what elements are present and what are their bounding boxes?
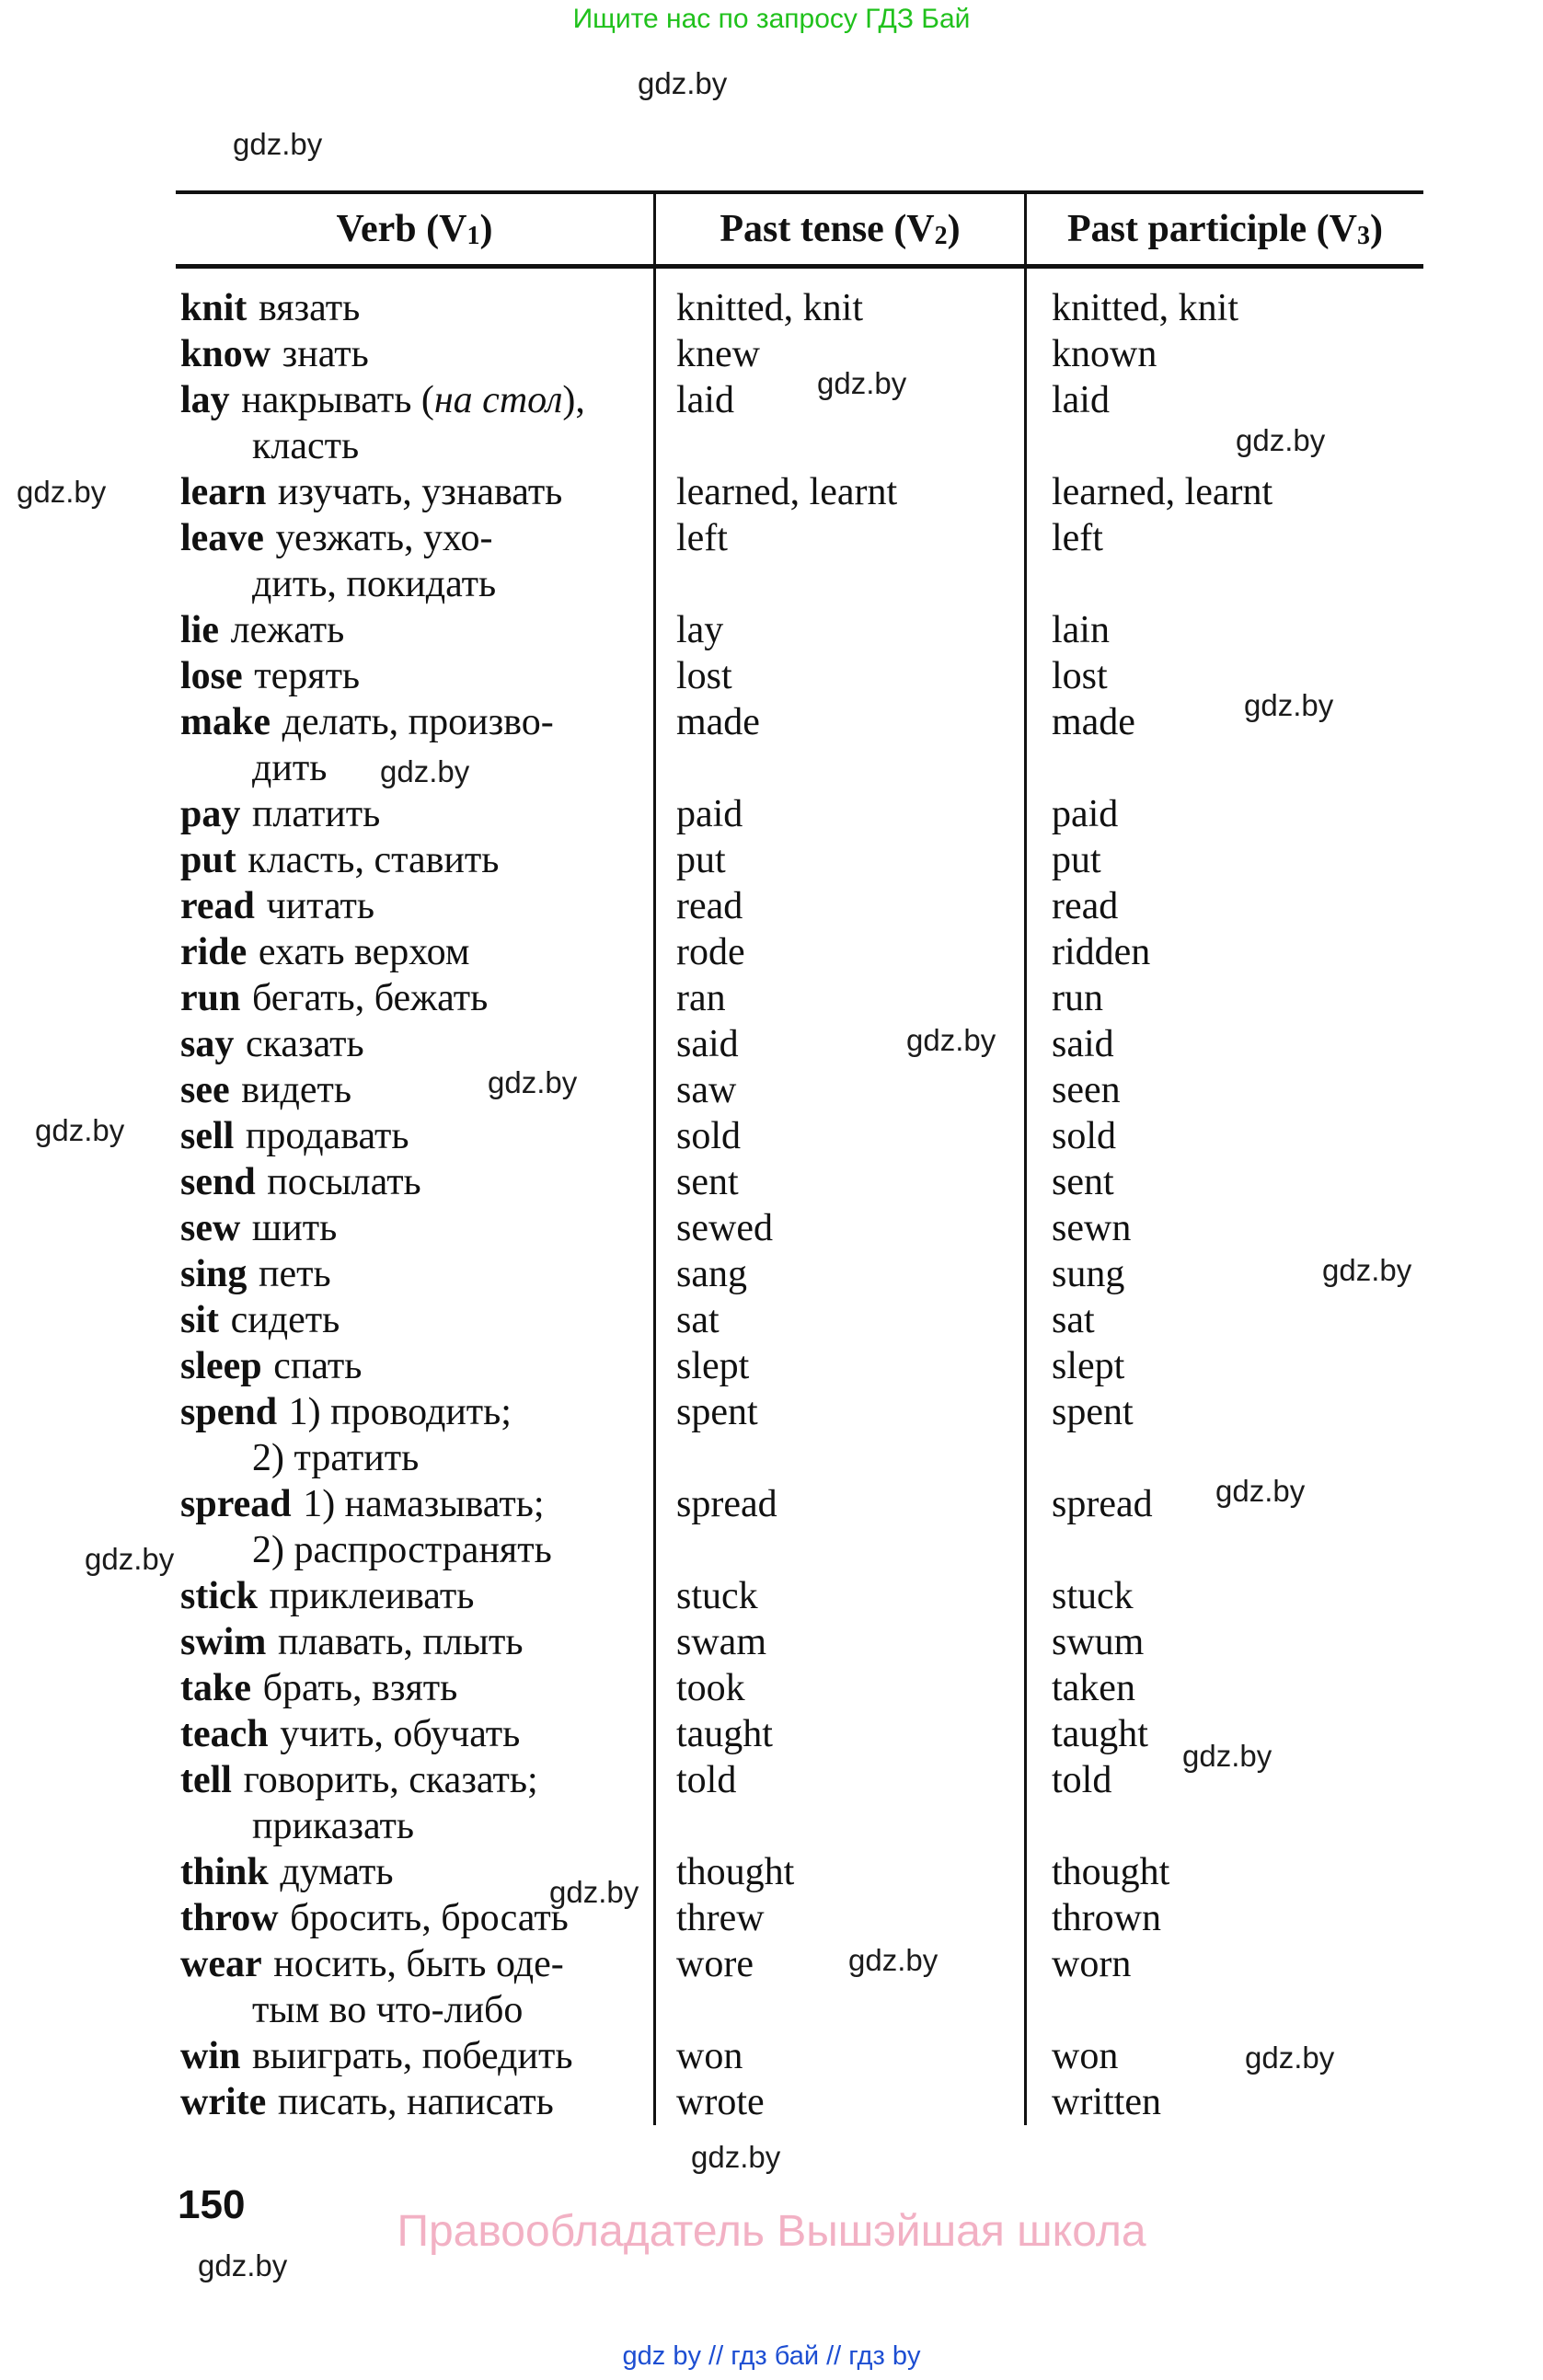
- past-participle-cell: sewn: [1052, 1207, 1132, 1249]
- past-tense-cell: ran: [676, 977, 726, 1019]
- verb-cell: 2) тратить: [252, 1437, 420, 1479]
- verb-cell: put класть, ставить: [180, 839, 500, 881]
- gdz-watermark: gdz.by: [380, 754, 470, 788]
- verb-cell: lie лежать: [180, 609, 345, 651]
- past-tense-cell: knew: [676, 333, 760, 375]
- verb-cell: leave уезжать, ухо-: [180, 517, 493, 559]
- verb-cell: дить: [252, 747, 328, 789]
- past-tense-cell: sewed: [676, 1207, 773, 1249]
- column-past-tense: [653, 269, 1024, 2125]
- copyright-text: Правообладатель Вышэйшая школа: [397, 2207, 1146, 2256]
- verb-cell: think думать: [180, 1851, 394, 1893]
- gdz-watermark: gdz.by: [549, 1875, 639, 1909]
- header-past-participle: Past participle (V 3 ): [1024, 194, 1423, 264]
- column-past-participle: [1024, 269, 1423, 2125]
- past-tense-cell: wrote: [676, 2081, 765, 2123]
- verb-cell: дить, покидать: [252, 563, 497, 605]
- past-participle-cell: learned, learnt: [1052, 471, 1273, 513]
- past-participle-cell: put: [1052, 839, 1101, 881]
- verb-cell: teach учить, обучать: [180, 1713, 521, 1755]
- past-tense-cell: put: [676, 839, 726, 881]
- past-tense-cell: sold: [676, 1115, 742, 1157]
- verb-cell: see видеть: [180, 1069, 352, 1111]
- gdz-watermark: gdz.by: [1215, 1474, 1306, 1508]
- past-participle-cell: lost: [1052, 655, 1108, 697]
- past-tense-cell: laid: [676, 379, 734, 421]
- gdz-watermark: gdz.by: [1245, 2041, 1335, 2075]
- verb-cell: sit сидеть: [180, 1299, 340, 1341]
- gdz-watermark: gdz.by: [906, 1023, 996, 1057]
- past-tense-cell: thought: [676, 1851, 795, 1893]
- past-tense-cell: [656, 1987, 1024, 2033]
- past-participle-cell: spread: [1052, 1483, 1153, 1525]
- past-tense-cell: saw: [676, 1069, 737, 1111]
- verb-cell: take брать, взять: [180, 1667, 458, 1709]
- past-tense-cell: [656, 1435, 1024, 1481]
- past-tense-cell: spent: [676, 1391, 758, 1433]
- past-participle-cell: [1027, 1803, 1423, 1849]
- past-tense-cell: [656, 745, 1024, 791]
- past-participle-cell: written: [1052, 2081, 1161, 2123]
- past-participle-cell: taken: [1052, 1667, 1135, 1709]
- past-tense-cell: read: [676, 885, 743, 927]
- past-participle-cell: said: [1052, 1023, 1114, 1065]
- past-participle-cell: taught: [1052, 1713, 1148, 1755]
- gdz-watermark: gdz.by: [233, 127, 323, 161]
- gdz-watermark: gdz.by: [1244, 688, 1334, 722]
- verb-cell: throw бросить, бросать: [180, 1897, 569, 1939]
- past-participle-cell: made: [1052, 701, 1135, 743]
- verb-cell: run бегать, бежать: [180, 977, 489, 1019]
- past-tense-cell: rode: [676, 931, 745, 973]
- past-tense-cell: swam: [676, 1621, 766, 1663]
- verb-cell: lay накрывать (на стол),: [180, 379, 585, 421]
- verb-cell: knit вязать: [180, 287, 361, 329]
- past-participle-cell: sung: [1052, 1253, 1125, 1295]
- past-participle-cell: run: [1052, 977, 1103, 1019]
- gdz-watermark: gdz.by: [691, 2140, 781, 2174]
- past-tense-cell: knitted, knit: [676, 287, 863, 329]
- past-tense-cell: paid: [676, 793, 743, 835]
- past-participle-cell: thought: [1052, 1851, 1170, 1893]
- past-tense-cell: lay: [676, 609, 724, 651]
- verb-cell: 2) распространять: [252, 1529, 552, 1571]
- verb-cell: sleep спать: [180, 1345, 363, 1387]
- gdz-watermark: gdz.by: [817, 366, 907, 400]
- verb-cell: spend 1) проводить;: [180, 1391, 512, 1433]
- past-tense-cell: taught: [676, 1713, 773, 1755]
- past-tense-cell: sang: [676, 1253, 747, 1295]
- verb-cell: say сказать: [180, 1023, 364, 1065]
- past-tense-cell: threw: [676, 1897, 765, 1939]
- past-participle-cell: left: [1052, 517, 1103, 559]
- past-participle-cell: knitted, knit: [1052, 287, 1238, 329]
- column-verb: [176, 269, 653, 2125]
- past-tense-cell: sent: [676, 1161, 739, 1203]
- past-tense-cell: took: [676, 1667, 745, 1709]
- past-tense-cell: wore: [676, 1943, 754, 1985]
- verb-cell: sell продавать: [180, 1115, 409, 1157]
- past-tense-cell: left: [676, 517, 728, 559]
- past-participle-cell: swum: [1052, 1621, 1145, 1663]
- verb-cell: read читать: [180, 885, 375, 927]
- gdz-watermark: gdz.by: [638, 66, 728, 100]
- verb-cell: sew шить: [180, 1207, 338, 1249]
- verb-cell: приказать: [252, 1805, 415, 1847]
- past-tense-cell: learned, learnt: [676, 471, 898, 513]
- verb-cell: spread 1) намазывать;: [180, 1483, 545, 1525]
- past-tense-cell: [656, 423, 1024, 469]
- page-number: 150: [178, 2182, 246, 2227]
- gdz-watermark: gdz.by: [1236, 423, 1326, 457]
- verb-cell: sing петь: [180, 1253, 331, 1295]
- past-participle-cell: sat: [1052, 1299, 1095, 1341]
- past-participle-cell: [1027, 423, 1423, 469]
- past-participle-cell: paid: [1052, 793, 1119, 835]
- verb-cell: stick приклеивать: [180, 1575, 475, 1617]
- footer-links[interactable]: gdz by // гдз бай // гдз by: [622, 2341, 921, 2371]
- gdz-watermark: gdz.by: [488, 1065, 578, 1099]
- gdz-watermark: gdz.by: [848, 1943, 938, 1977]
- past-tense-cell: sat: [676, 1299, 720, 1341]
- past-participle-cell: lain: [1052, 609, 1110, 651]
- past-tense-cell: said: [676, 1023, 739, 1065]
- past-participle-cell: sent: [1052, 1161, 1114, 1203]
- gdz-watermark: gdz.by: [1182, 1739, 1272, 1773]
- verb-cell: wear носить, быть оде-: [180, 1943, 564, 1985]
- gdz-watermark: gdz.by: [198, 2248, 288, 2282]
- gdz-watermark: gdz.by: [1322, 1253, 1412, 1287]
- past-participle-cell: won: [1052, 2035, 1119, 2077]
- past-participle-cell: known: [1052, 333, 1157, 375]
- verb-cell: tell говорить, сказать;: [180, 1759, 538, 1801]
- gdz-watermark: gdz.by: [85, 1542, 175, 1576]
- past-tense-cell: stuck: [676, 1575, 758, 1617]
- past-participle-cell: read: [1052, 885, 1119, 927]
- past-participle-cell: ridden: [1052, 931, 1151, 973]
- header-past-tense: Past tense (V 2 ): [653, 194, 1024, 264]
- verb-cell: ride ехать верхом: [180, 931, 470, 973]
- past-participle-cell: laid: [1052, 379, 1110, 421]
- past-participle-cell: [1027, 745, 1423, 791]
- past-tense-cell: spread: [676, 1483, 777, 1525]
- past-participle-cell: worn: [1052, 1943, 1132, 1985]
- past-tense-cell: slept: [676, 1345, 750, 1387]
- verb-cell: make делать, произво-: [180, 701, 554, 743]
- past-tense-cell: [656, 1803, 1024, 1849]
- past-tense-cell: won: [676, 2035, 743, 2077]
- past-participle-cell: told: [1052, 1759, 1112, 1801]
- verb-cell: write писать, написать: [180, 2081, 554, 2123]
- past-participle-cell: [1027, 561, 1423, 607]
- table-header-row: [176, 190, 1423, 269]
- verb-cell: pay платить: [180, 793, 381, 835]
- verb-cell: тым во что-либо: [252, 1989, 524, 2031]
- past-tense-cell: [656, 1527, 1024, 1573]
- past-participle-cell: slept: [1052, 1345, 1125, 1387]
- verb-cell: know знать: [180, 333, 369, 375]
- past-tense-cell: [656, 561, 1024, 607]
- subscript: 2: [934, 222, 948, 250]
- past-tense-cell: lost: [676, 655, 732, 697]
- verb-cell: win выиграть, победить: [180, 2035, 573, 2077]
- subscript: 1: [466, 222, 480, 250]
- past-participle-cell: thrown: [1052, 1897, 1161, 1939]
- gdz-watermark: gdz.by: [17, 475, 107, 509]
- past-participle-cell: stuck: [1052, 1575, 1134, 1617]
- past-participle-cell: seen: [1052, 1069, 1121, 1111]
- past-participle-cell: [1027, 1527, 1423, 1573]
- past-tense-cell: made: [676, 701, 760, 743]
- verb-cell: learn изучать, узнавать: [180, 471, 563, 513]
- past-participle-cell: spent: [1052, 1391, 1134, 1433]
- irregular-verbs-table: [176, 190, 1423, 2125]
- past-participle-cell: sold: [1052, 1115, 1117, 1157]
- subscript: 3: [1356, 222, 1370, 250]
- verb-cell: send посылать: [180, 1161, 421, 1203]
- verb-cell: класть: [252, 425, 360, 467]
- header-verb: Verb (V 1 ): [336, 208, 493, 250]
- verb-cell: swim плавать, плыть: [180, 1621, 524, 1663]
- past-tense-cell: told: [676, 1759, 737, 1801]
- past-participle-cell: [1027, 1987, 1423, 2033]
- top-promo-text: Ищите нас по запросу ГДЗ Бай: [572, 4, 971, 34]
- table-body: [176, 269, 1423, 2125]
- verb-cell: lose терять: [180, 655, 361, 697]
- gdz-watermark: gdz.by: [35, 1113, 125, 1147]
